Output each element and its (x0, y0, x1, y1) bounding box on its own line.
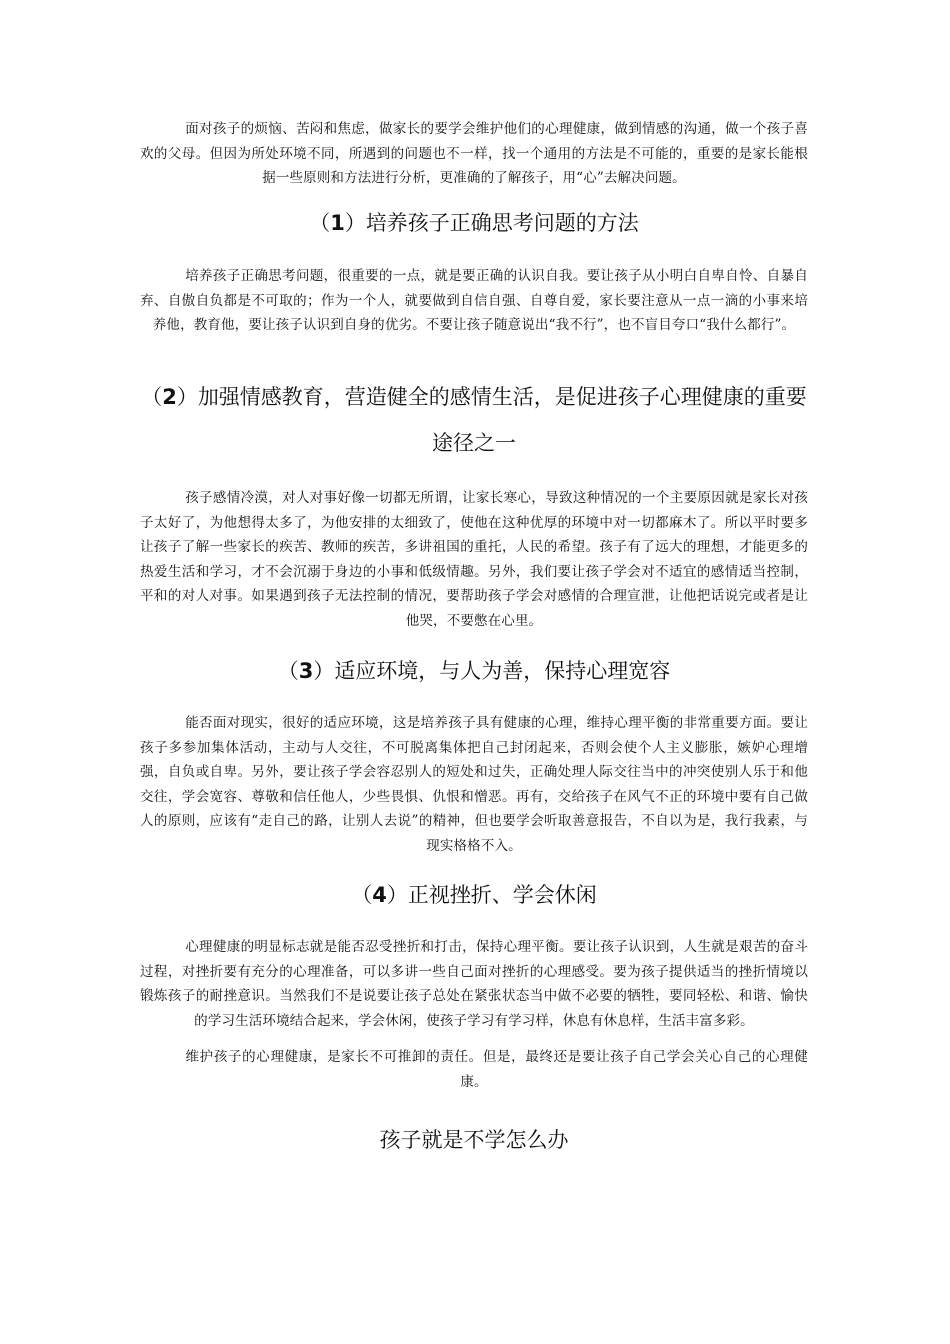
section-2-text: 孩子感情冷漠，对人对事好像一切都无所谓，让家长寒心，导致这种情况的一个主要原因就是家长对孩子太好了，为他想得太多了，为他安排的太细致了，使他在这种优厚的环境中对一切都麻木了。所以平时要多让孩子了解一些家长的疾苦、教师的疾苦，多讲祖国的重托，人民的希望。孩子有了远大的理想，才能更多的热爱生活和学习，才不会沉溺于身边的小事和低级情趣。另外，我们要让孩子学会对不适宜的感情适当控制，平和的对人对事。如果遇到孩子无法控制的情况，要帮助孩子学会对感情的合理宣泄，让他把话说完或者是让他哭，不要憋在心里。 (140, 490, 808, 629)
section-1-open: （ (309, 211, 331, 235)
section-1-title: 培养孩子正确思考问题的方法 (365, 211, 639, 235)
section-2-body (140, 486, 808, 634)
closing-paragraph (140, 1045, 808, 1094)
closing-text: 维护孩子的心理健康，是家长不可推卸的责任。但是，最终还是要让孩子自己学会关心自己的心理健康。 (185, 1049, 808, 1090)
section-3-title: 适应环境，与人为善，保持心理宽容 (334, 659, 671, 683)
section-4-open: （ (351, 883, 373, 907)
section-3-heading (140, 655, 808, 685)
section-3-number: 3 (298, 659, 314, 683)
section-2-number: 2 (162, 385, 177, 409)
section-1-heading (140, 207, 808, 237)
next-article-title: 孩子就是不学怎么办 (379, 1128, 569, 1152)
section-1-number: 1 (330, 211, 345, 235)
section-4-title: 正视挫折、学会休闲 (407, 883, 597, 907)
section-1-text: 培养孩子正确思考问题，很重要的一点，就是要正确的认识自我。要让孩子从小明白自卑自怜、自暴自弃、自傲自负都是不可取的；作为一个人，就要做到自信自强、自尊自爱，家长要注意从一点一滴的小事来培养他，教育他，要让孩子认识到自身的优劣。不要让孩子随意说出“我不行”，也不盲目夸口“我什么都行”。 (140, 268, 808, 334)
section-4-close: ） (386, 883, 408, 907)
section-2-heading (140, 374, 808, 466)
section-1-body (140, 264, 808, 338)
section-3-text: 能否面对现实，很好的适应环境，这是培养孩子具有健康的心理，维持心理平衡的非常重要方面。要让孩子多参加集体活动，主动与人交往，不可脱离集体把自己封闭起来，否则会使个人主义膨胀，嫉妒心理增强，自负或自卑。另外，要让孩子学会容忍别人的短处和过失，正确处理人际交往当中的冲突使别人乐于和他交往，学会宽容、尊敬和信任他人，少些畏惧、仇恨和憎恶。再有，交给孩子在风气不正的环境中要有自己做人的原则，应该有“走自己的路，让别人去说”的精神，但也要学会听取善意报告，不自以为是，我行我素，与现实格格不入。 (140, 715, 808, 854)
section-4-heading (140, 879, 808, 909)
section-2-title: 加强情感教育，营造健全的感情生活，是促进孩子心理健康的重要途径之一 (197, 385, 807, 455)
intro-paragraph (140, 117, 808, 191)
section-2-close: ） (176, 385, 198, 409)
section-2-open: （ (141, 385, 163, 409)
section-4-number: 4 (372, 883, 387, 907)
section-1-close: ） (344, 211, 366, 235)
section-3-close: ） (313, 659, 335, 683)
section-4-text: 心理健康的明显标志就是能否忍受挫折和打击，保持心理平衡。要让孩子认识到，人生就是艰苦的奋斗过程，对挫折要有充分的心理准备，可以多讲一些自己面对挫折的心理感受。要为孩子提供适当的挫折情境以锻炼孩子的耐挫意识。当然我们不是说要让孩子总处在紧张状态当中做不必要的牺牲，要同轻松、和谐、愉快的学习生活环境结合起来，学会休闲，使孩子学习有学习样，休息有休息样，生活丰富多彩。 (140, 939, 808, 1029)
intro-text: 面对孩子的烦恼、苦闷和焦虑，做家长的要学会维护他们的心理健康，做到情感的沟通，做一个孩子喜欢的父母。但因为所处环境不同，所遇到的问题也不一样，找一个通用的方法是不可能的，重要的是家长能根据一些原则和方法进行分析，更准确的了解孩子，用“心”去解决问题。 (140, 121, 808, 187)
section-3-body (140, 711, 808, 859)
section-4-body (140, 935, 808, 1033)
section-3-open: （ (277, 659, 299, 683)
